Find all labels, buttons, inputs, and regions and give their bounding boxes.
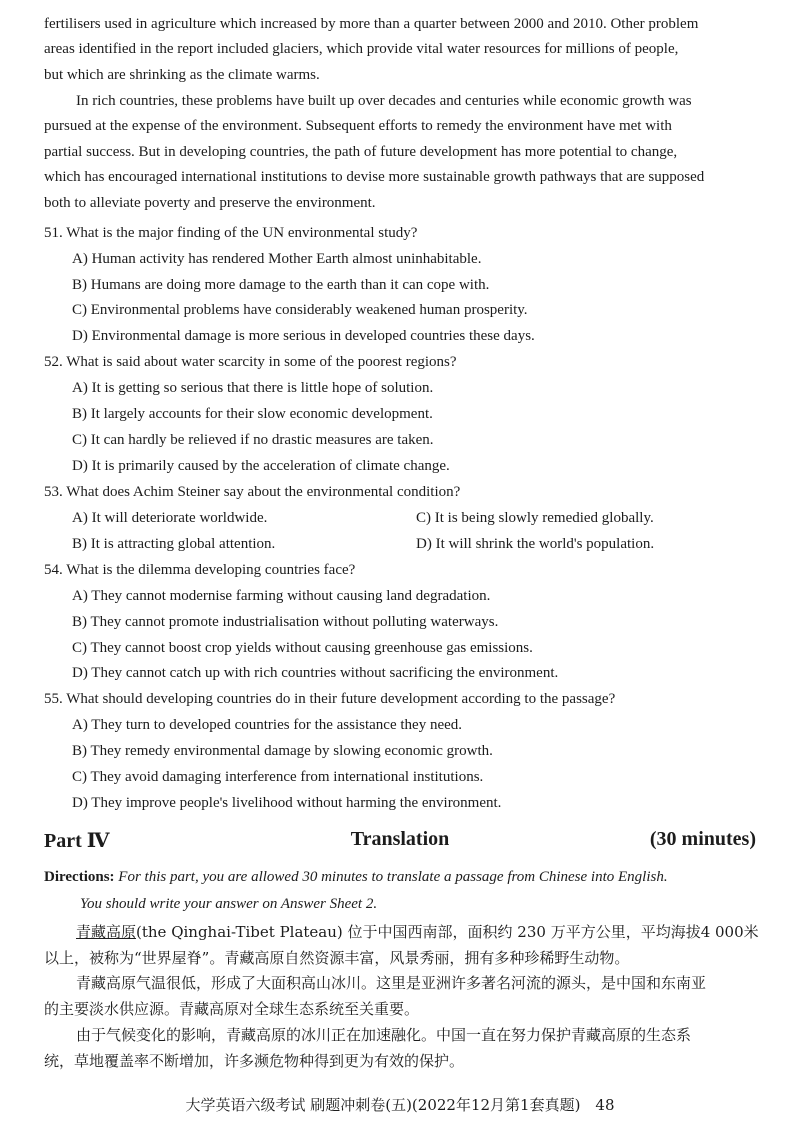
part-time: (30 minutes) bbox=[649, 828, 756, 850]
part-label: Part Ⅳ bbox=[44, 830, 110, 852]
question-53-option-a: A) It will deteriorate worldwide. bbox=[72, 510, 268, 526]
passage-paragraph-1 bbox=[44, 12, 756, 88]
question-53-option-c: C) It is being slowly remedied globally. bbox=[416, 510, 654, 526]
question-51-option-d: D) Environmental damage is more serious in developed countries these days. bbox=[72, 328, 535, 344]
question-54-option-a: A) They cannot modernise farming without causing land degradation. bbox=[72, 588, 491, 604]
chinese-paragraph-2 bbox=[44, 971, 756, 1022]
question-55-option-d: D) They improve people's livelihood without harming the environment. bbox=[72, 795, 502, 811]
question-53-stem: 53. What does Achim Steiner say about the environmental condition? bbox=[44, 484, 461, 500]
question-53-option-b: B) It is attracting global attention. bbox=[72, 536, 276, 552]
question-54-option-b: B) They cannot promote industrialisation without polluting waterways. bbox=[72, 614, 499, 630]
passage-line: pursued at the expense of the environment. Subsequent efforts to remedy the environment have met with bbox=[44, 118, 672, 135]
directions bbox=[44, 869, 756, 886]
chinese-paragraph-3 bbox=[44, 1023, 756, 1074]
question-52-option-d: D) It is primarily caused by the acceleration of climate change. bbox=[72, 458, 450, 474]
chinese-line-rest: (the Qinghai-Tibet Plateau) 位于中国西南部，面积约 230 万平方公里，平均海拔4 000米 bbox=[136, 923, 759, 941]
passage-line: both to alleviate poverty and preserve the environment. bbox=[44, 194, 376, 211]
question-51-option-c: C) Environmental problems have considerably weakened human prosperity. bbox=[72, 302, 528, 318]
question-54-option-c: C) They cannot boost crop yields without causing greenhouse gas emissions. bbox=[72, 640, 533, 656]
part-title: Translation bbox=[350, 828, 450, 850]
part-heading bbox=[44, 828, 756, 858]
passage-line: but which are shrinking as the climate warms. bbox=[44, 66, 320, 83]
passage-line: areas identified in the report included glaciers, which provide vital water resources for millions of people, bbox=[44, 41, 679, 58]
directions-text-2: You should write your answer on Answer Sheet 2. bbox=[80, 896, 378, 912]
directions-label: Directions: bbox=[44, 869, 115, 885]
passage-line: In rich countries, these problems have built up over decades and centuries while economic growth was bbox=[76, 93, 692, 109]
question-51-option-a: A) Human activity has rendered Mother Earth almost uninhabitable. bbox=[72, 251, 482, 267]
chinese-line: 以上，被称为“世界屋脊”。青藏高原自然资源丰富，风景秀丽，拥有多种珍稀野生动物。 bbox=[44, 948, 630, 967]
question-52-option-b: B) It largely accounts for their slow economic development. bbox=[72, 406, 433, 422]
question-55-option-a: A) They turn to developed countries for the assistance they need. bbox=[72, 717, 463, 733]
question-54-stem: 54. What is the dilemma developing countries face? bbox=[44, 562, 356, 578]
question-55-option-b: B) They remedy environmental damage by slowing economic growth. bbox=[72, 743, 493, 759]
chinese-paragraph-1 bbox=[44, 920, 759, 971]
chinese-line: 的主要淡水供应源。青藏高原对全球生态系统至关重要。 bbox=[44, 999, 420, 1018]
question-51-stem: 51. What is the major finding of the UN environmental study? bbox=[44, 225, 418, 241]
chinese-line: 由于气候变化的影响，青藏高原的冰川正在加速融化。中国一直在努力保护青藏高原的生态系 bbox=[76, 1026, 692, 1044]
question-52-option-c: C) It can hardly be relieved if no drastic measures are taken. bbox=[72, 432, 434, 448]
chinese-term: 青藏高原 bbox=[76, 923, 137, 941]
passage-line: partial success. But in developing countries, the path of future development has more potential to change, bbox=[44, 143, 678, 160]
question-55-stem: 55. What should developing countries do in their future development according to the passage? bbox=[44, 691, 616, 707]
chinese-line: 统，草地覆盖率不断增加，许多濒危物种得到更为有效的保护。 bbox=[44, 1051, 465, 1070]
chinese-line bbox=[44, 920, 759, 946]
question-53-option-d: D) It will shrink the world's population. bbox=[416, 536, 655, 552]
page-footer: 大学英语六级考试 刷题冲刺卷(五)(2022年12月第1套真题) 48 bbox=[185, 1096, 615, 1114]
question-55-option-c: C) They avoid damaging interference from international institutions. bbox=[72, 769, 484, 785]
question-54-option-d: D) They cannot catch up with rich countries without sacrificing the environment. bbox=[72, 665, 559, 681]
question-51-option-b: B) Humans are doing more damage to the earth than it can cope with. bbox=[72, 277, 490, 293]
passage-paragraph-2 bbox=[44, 89, 756, 216]
question-52-stem: 52. What is said about water scarcity in some of the poorest regions? bbox=[44, 354, 457, 370]
passage-line: fertilisers used in agriculture which increased by more than a quarter between 2000 and 2010. Other problem bbox=[44, 16, 699, 32]
chinese-line: 青藏高原气温很低，形成了大面积高山冰川。这里是亚洲许多著名河流的源头，是中国和东南亚 bbox=[76, 974, 707, 992]
question-52-option-a: A) It is getting so serious that there is little hope of solution. bbox=[72, 380, 434, 396]
passage-line: which has encouraged international institutions to devise more sustainable growth pathways that are supposed bbox=[44, 169, 705, 186]
directions-text: For this part, you are allowed 30 minutes to translate a passage from Chinese into English. bbox=[118, 869, 668, 885]
